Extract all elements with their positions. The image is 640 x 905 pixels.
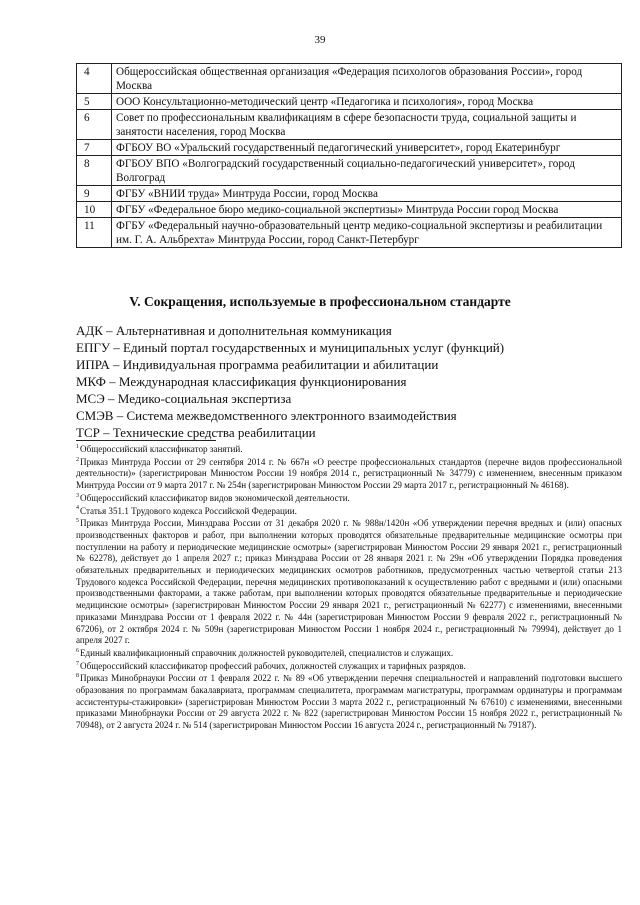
row-number: 9	[77, 186, 112, 202]
footnote-text: Общероссийский классификатор профессий рабочих, должностей служащих и тарифных разрядов.	[80, 660, 466, 671]
footnote	[76, 673, 622, 732]
footnote-marker: 8	[76, 673, 79, 680]
table-row	[77, 202, 622, 218]
row-number: 4	[77, 64, 112, 94]
table-row	[77, 64, 622, 94]
organization-name: ФГБУ «Федеральное бюро медико-социальной экспертизы» Минтруда России город Москва	[112, 202, 622, 218]
table-row	[77, 186, 622, 202]
abbreviation-item: ТСР – Технические средства реабилитации	[76, 425, 316, 440]
abbreviation-item: МКФ – Международная классификация функционирования	[76, 374, 407, 389]
organization-name: Совет по профессиональным квалификациям в сфере безопасности труда, социальной защиты и занятости населения, город Москва	[112, 110, 622, 140]
footnote-marker: 6	[76, 647, 79, 654]
page-number: 39	[314, 34, 326, 46]
footnote-text: Приказ Минобрнауки России от 1 февраля 2022 г. № 89 «Об утверждении перечня специальностей и направлений подготовки высшего образования по программам бакалавриата, программам специалитета, программам магистратуры, программам ординатуры и программам ассистентуры-стажировки» (зарегистрирован Минюстом России 3 марта 2022 г., регистрационный № 67610) с изменениями, внесенными приказами Минобрнауки России от 29 августа 2022 г. № 822 (зарегистрирован Минюстом России 15 ноября 2022 г., регистрационный № 70948), от 2 августа 2024 г. № 514 (зарегистрирован Минюстом России 16 августа 2024 г., регистрационный № 79187).	[76, 673, 622, 731]
row-number: 8	[77, 156, 112, 186]
abbreviation-item: ИПРА – Индивидуальная программа реабилитации и абилитации	[76, 357, 439, 372]
footnote-text: Единый квалификационный справочник должностей руководителей, специалистов и служащих.	[80, 647, 454, 658]
row-number: 7	[77, 140, 112, 156]
section-heading: V. Сокращения, используемые в профессиональном стандарте	[129, 294, 511, 309]
organizations-table	[76, 63, 622, 248]
abbreviation-item: МСЭ – Медико-социальная экспертиза	[76, 391, 292, 406]
footnote-marker: 5	[76, 518, 79, 525]
footnote	[76, 648, 622, 660]
abbreviations-list	[76, 322, 624, 441]
footnote-text: Общероссийский классификатор видов экономической деятельности.	[80, 492, 350, 503]
footnote	[76, 457, 622, 492]
row-number: 10	[77, 202, 112, 218]
abbreviation-item: ЕПГУ – Единый портал государственных и муниципальных услуг (функций)	[76, 340, 505, 355]
footnote	[76, 493, 622, 505]
table-row	[77, 140, 622, 156]
table-row	[77, 94, 622, 110]
footnotes	[76, 444, 622, 733]
organization-name: ФГБОУ ВО «Уральский государственный педагогический университет», город Екатеринбург	[112, 140, 622, 156]
footnote-text: Общероссийский классификатор занятий.	[80, 444, 243, 454]
row-number: 5	[77, 94, 112, 110]
table-row	[77, 218, 622, 248]
abbreviation-item: АДК – Альтернативная и дополнительная коммуникация	[76, 323, 392, 338]
footnote-marker: 7	[76, 660, 79, 667]
footnote-marker: 3	[76, 492, 79, 499]
organization-name: ФГБОУ ВПО «Волгоградский государственный социально-педагогический университет», город Волгоград	[112, 156, 622, 186]
row-number: 11	[77, 218, 112, 248]
footnote-text: Приказ Минтруда России, Минздрава России от 31 декабря 2020 г. № 988н/1420н «Об утверждении перечня вредных и (или) опасных производственных факторов и работ, при выполнении которых проводятся обязательные предварительные медицинские осмотры при поступлении на работу и периодические медицинские осмотры» (зарегистрирован Минюстом России 29 января 2021 г., регистрационный № 62278), действует до 1 апреля 2027 г.; приказ Минздрава России от 28 января 2021 г. № 29н «Об утверждении Порядка проведения обязательных предварительных и периодических медицинских осмотров работников, предусмотренных частью четвертой статьи 213 Трудового кодекса Российской Федерации, перечня медицинских противопоказаний к осуществлению работ с вредными и (или) опасными производственными факторами, а также работам, при выполнении которых проводятся обязательные предварительные и периодические медицинские осмотры» (зарегистрирован Минюстом России 29 января 2021 г., регистрационный № 62277) с изменениями, внесенными приказами Минздрава России от 1 февраля 2022 г. № 44н (зарегистрирован Минюстом России 9 февраля 2022 г., регистрационный № 67206), от 2 октября 2024 г. № 509н (зарегистрирован Минюстом России 1 ноября 2024 г., регистрационный № 79994), действует до 1 апреля 2027 г.	[76, 518, 622, 646]
footnote-marker: 1	[76, 443, 79, 450]
footnote-divider	[76, 440, 216, 441]
footnote	[76, 506, 622, 518]
abbreviation-item: СМЭВ – Система межведомственного электронного взаимодействия	[76, 408, 457, 423]
organization-name: ООО Консультационно-методический центр «Педагогика и психология», город Москва	[112, 94, 622, 110]
footnote	[76, 661, 622, 673]
table-row	[77, 110, 622, 140]
organization-name: ФГБУ «ВНИИ труда» Минтруда России, город Москва	[112, 186, 622, 202]
organization-name: Общероссийская общественная организация «Федерация психологов образования России», город Москва	[112, 64, 622, 94]
footnote	[76, 444, 622, 456]
organization-name: ФГБУ «Федеральный научно-образовательный центр медико-социальной экспертизы и реабилитации им. Г. А. Альбрехта» Минтруда России, город Санкт-Петербург	[112, 218, 622, 248]
footnote-marker: 2	[76, 456, 79, 463]
footnote	[76, 518, 622, 647]
footnote-text: Приказ Минтруда России от 29 сентября 2014 г. № 667н «О реестре профессиональных стандартов (перечне видов профессиональной деятельности)» (зарегистрирован Минюстом России 19 ноября 2014 г., регистрационный № 34779) с изменением, внесенным приказом Минтруда России от 9 марта 2017 г. № 254н (зарегистрирован Минюстом России 29 марта 2017 г., регистрационный № 46168).	[76, 456, 622, 491]
table-row	[77, 156, 622, 186]
row-number: 6	[77, 110, 112, 140]
footnote-text: Статья 351.1 Трудового кодекса Российской Федерации.	[80, 505, 297, 516]
footnote-marker: 4	[76, 505, 79, 512]
